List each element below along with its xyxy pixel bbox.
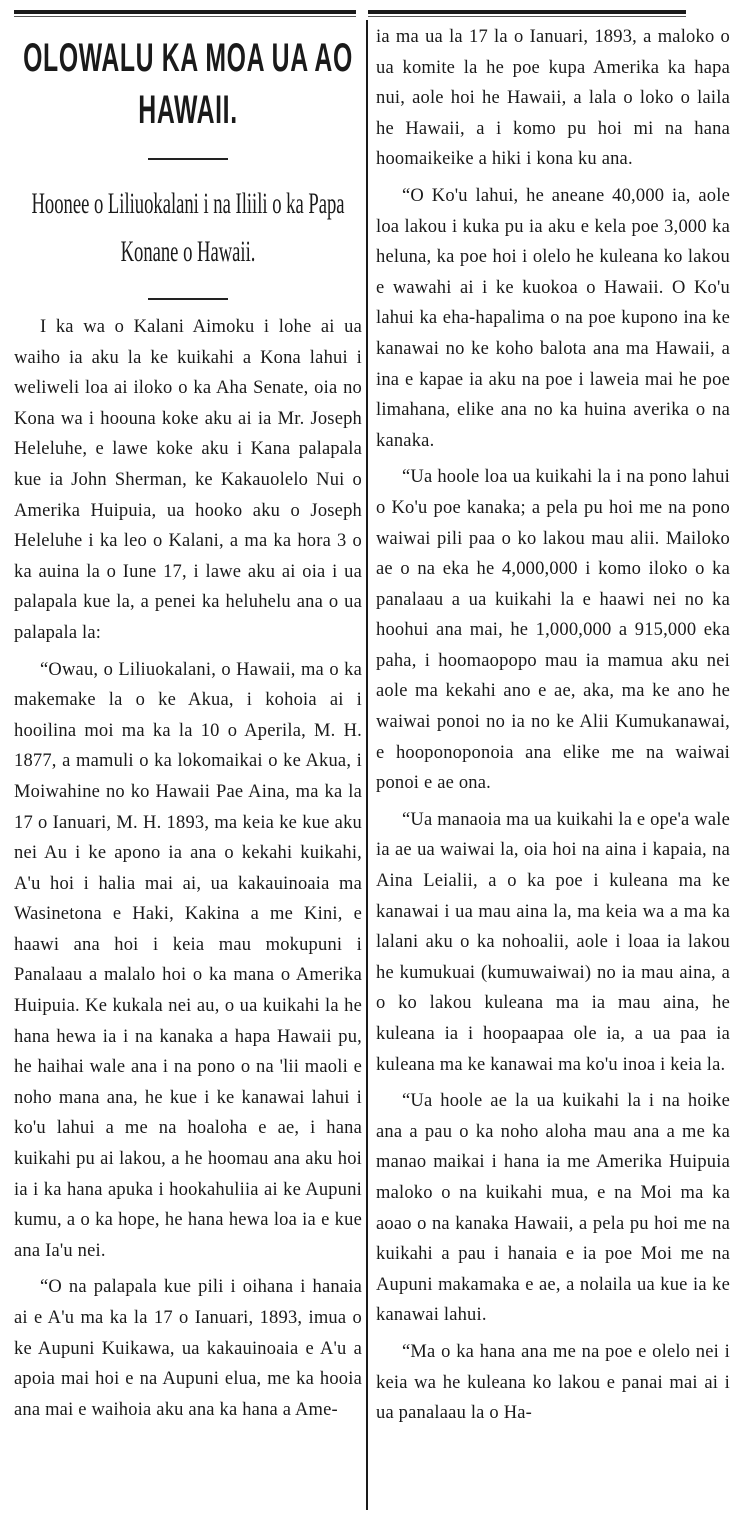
- paragraph: “Ua manaoia ma ua kuikahi la e ope'a wale ia ae ua waiwai la, oia hoi na aina i kapaia, na Aina Leialii, a o ka poe i kuleana ma ke kanawai i ua mau aina la, ma keia wa a ma ka lalani aku o ka nohoalii, aole i loaa ia lakou he kumukuai (kumuwaiwai) no ia mau aina, a o ko lakou kuleana ma ia mau aina, he kuleana ia i hoopaapaa ole ia, a ua paa ia kuleana ma ke kanawai ma ko'u inoa i keia la.: [376, 809, 730, 1075]
- subhead-line-2: Konane o Hawaii.: [120, 235, 256, 268]
- subhead-separator: [148, 298, 228, 300]
- paragraph: “O Ko'u lahui, he aneane 40,000 ia, aole loa lakou i kuka pu ia aku e kela poe 3,000 ka heluna, ka poe hoi i olelo he kuleana ko lakou e wawahi ai i ke kuokoa o Hawaii. O Ko'u lahui ka eha-hapalima o na poe kupono ina ke kanawai no ke koho balota ana ma Hawaii, a ina e kapae ia aku na poe i laweia mai he poe limahana, elike ana no ka huina averika o na kanaka.: [376, 185, 730, 451]
- top-rule-right: [368, 10, 686, 14]
- column-divider: [366, 20, 368, 1510]
- paragraph: “Ua hoole ae la ua kuikahi la i na hoike ana a pau o ka noho aloha mau ana a me ka manao maikai i hana ia me Amerika Huipuia maloko o na kuikahi mua, e na Moi ma ka aoao o na kanaka Hawaii, a pela pu hoi me na kuikahi a pau i hanaia e ia poe Moi me na Aupuni makamaka e ae, a nolaila ua kue ia ke kanawai lahui.: [376, 1091, 730, 1326]
- subhead-line-1: Hoonee o Liliuokalani i na Iliili o ka Papa: [31, 187, 345, 220]
- right-column: [376, 22, 730, 1435]
- headline-separator: [148, 158, 228, 160]
- headline-line-1: OLOWALU KA MOA UA AO: [23, 36, 353, 80]
- top-rule-left: [14, 10, 356, 14]
- paragraph: ia ma ua la 17 la o Ianuari, 1893, a maloko o ua komite la he poe kupa Amerika ka hapa nui, aole hoi he Hawaii, a lala o loko o laila he Hawaii, a i komo pu hoi mi na hana hoomaikeike a hiki i kona ku ana.: [376, 27, 730, 170]
- paragraph: “Owau, o Liliuokalani, o Hawaii, ma o ka makemake la o ke Akua, i kohoia ai i hooilina moi ma ka la 10 o Aperila, M. H. 1877, a mamuli o ka lokomaikai o ke Akua, i Moiwahine no ko Hawaii Pae Aina, ma ka la 17 o Ianuari, M. H. 1893, ma keia ke kue aku nei Au i ke apono ia ana o kekahi kuikahi, A'u hoi i halia mai ai, ua kakauinoaia ma Wasinetona e Haki, Kakina a me Kini, e haawi ana hoi i keia mau mokupuni i Panalaau a malalo hoi o ka mana o Amerika Huipuia. Ke kukala nei au, o ua kuikahi la he hana hewa ia i na kanaka a hapa Hawaii pu, he haihai wale ana i na pono o na 'lii maoli e noho mana ana, he kue i ke kanawai lahui i ko'u lahui a me na hoaloha e ae, i hana kuikahi pu ai lakou, a he hoomau ana aku hoi ia i ka hana apuka i hookahuliia ai ke Aupuni kumu, a o ka hope, he hana hewa loa ia e kue ana Ia'u nei.: [14, 659, 362, 1261]
- headline-line-2: HAWAII.: [138, 88, 238, 132]
- top-thin-rule-right: [368, 16, 686, 17]
- paragraph: “O na palapala kue pili i oihana i hanaia ai e A'u ma ka la 17 o Ianuari, 1893, imua o ke Aupuni Kuikawa, ua kakauinoaia e A'u a apoia mai hoi e na Aupuni elua, me ka hooia ana mai e waihoia aku ana ka hana a Ame-: [14, 1277, 362, 1420]
- paragraph: I ka wa o Kalani Aimoku i lohe ai ua waiho ia aku la ke kuikahi a Kona lahui i weliweli loa ai iloko o ka Aha Senate, oia no Kona wa i hoouna koke aku ai ia Mr. Joseph Heleluhe, e lawe koke aku i Kana palapala kue ia John Sherman, ke Kakauolelo Nui o Amerika Huipuia, ua hooko aku o Joseph Heleluhe i ka leo o Kalani, a ma ka hora 3 o ka auina la o Iune 17, i lawe aku ai oia i ua palapala kue la, a penei ka heluhelu ana o ua palapala la:: [14, 317, 362, 643]
- paragraph: “Ma o ka hana ana me na poe e olelo nei i keia wa he kuleana ko lakou e panai mai ai i ua panalaau la o Ha-: [376, 1341, 730, 1424]
- left-column: [14, 22, 362, 1431]
- top-thin-rule-left: [14, 16, 356, 17]
- paragraph: “Ua hoole loa ua kuikahi la i na pono lahui o Ko'u poe kanaka; a pela pu hoi me na pono waiwai pili paa o ko lakou mau alii. Mailoko ae o na eka he 4,000,000 i komo iloko o ka panalaau a ua kuikahi la e haawi nei no ka hoohui ana mai, he 1,000,000 a 915,000 eka paha, i hoomaopopo mau ia mamua aku nei aole ma kekahi ano e ae, aka, ma ke ano he waiwai ponoi no ia no ke Alii Kumukanawai, e hooponoponoia ana elike me na waiwai ponoi e ae ona.: [376, 467, 730, 794]
